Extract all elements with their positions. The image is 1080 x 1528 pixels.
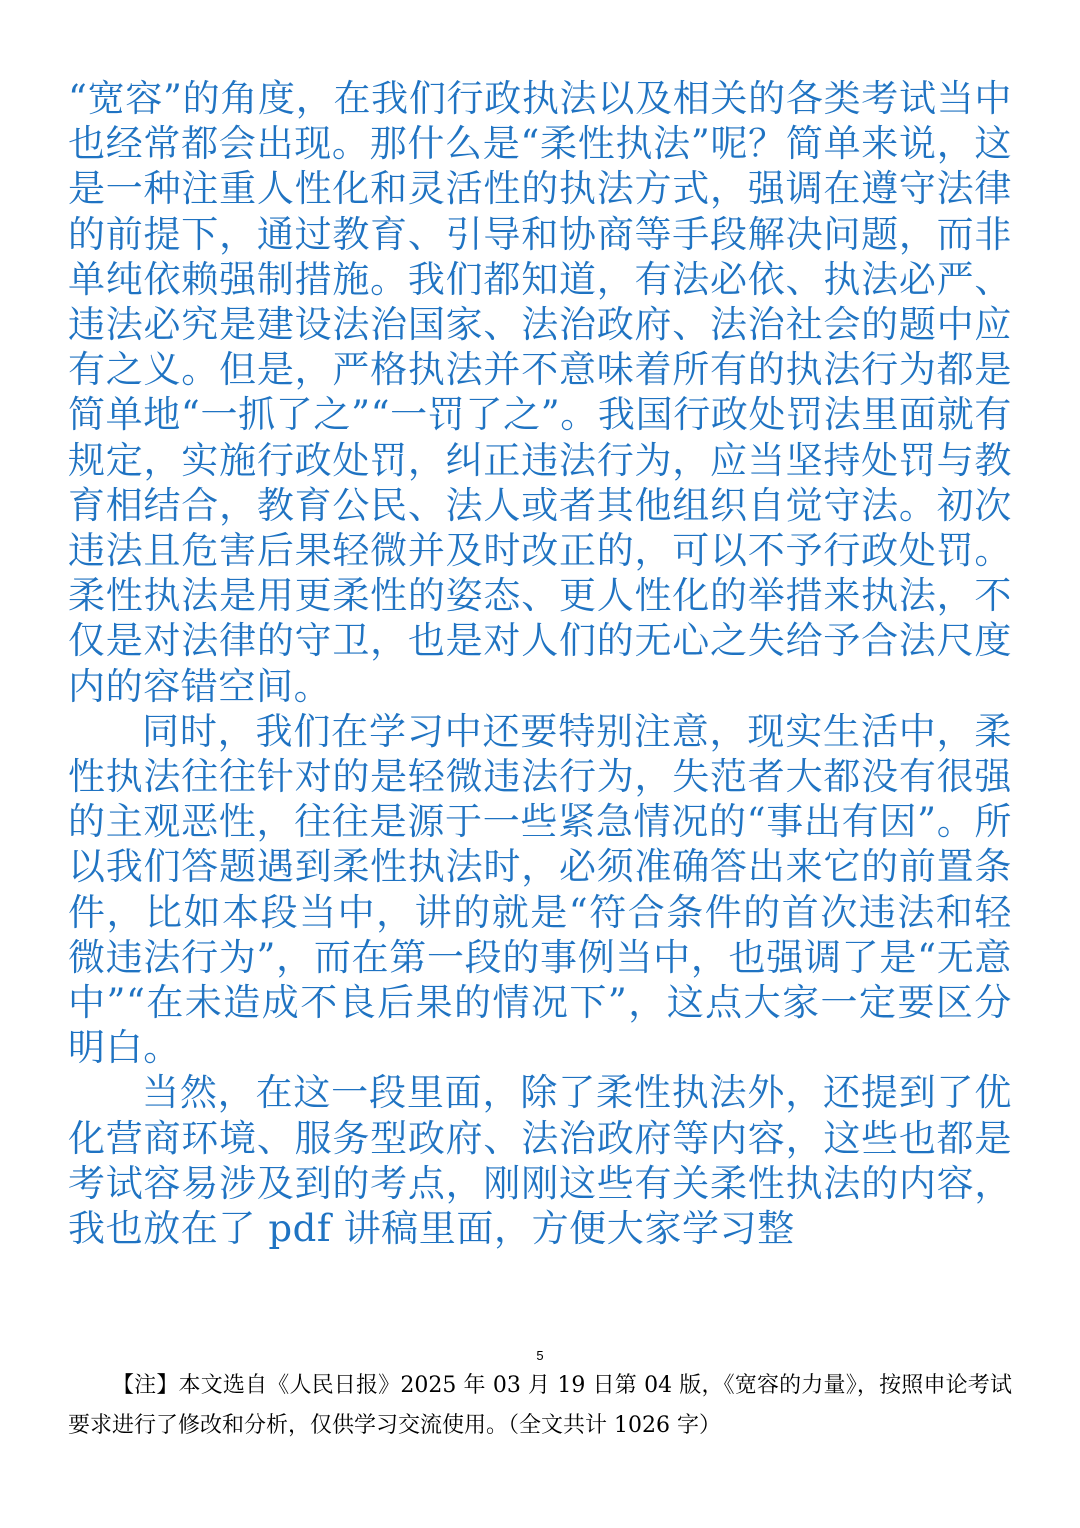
footnote-text: 【注】本文选自《人民日报》2025 年 03 月 19 日第 04 版，《宽容的力量》，按照申论考试要求进行了修改和分析，仅供学习交流使用。（全文共计 1026 字） (68, 1373, 1012, 1438)
paragraph-1: “宽容”的角度，在我们行政执法以及相关的各类考试当中也经常都会出现。那什么是“柔性执法”呢？简单来说，这是一种注重人性化和灵活性的执法方式，强调在遵守法律的前提下，通过教育、引导和协商等手段解决问题，而非单纯依赖强制措施。我们都知道，有法必依、执法必严、违法必究是建设法治国家、法治政府、法治社会的题中应有之义。但是，严格执法并不意味着所有的执法行为都是简单地“一抓了之”“一罚了之”。我国行政处罚法里面就有规定，实施行政处罚，纠正违法行为，应当坚持处罚与教育相结合，教育公民、法人或者其他组织自觉守法。初次违法且危害后果轻微并及时改正的，可以不予行政处罚。柔性执法是用更柔性的姿态、更人性化的举措来执法，不仅是对法律的守卫，也是对人们的无心之失给予合法尺度内的容错空间。 (68, 77, 1012, 708)
article-body (68, 76, 1012, 1251)
paragraph-3: 当然，在这一段里面，除了柔性执法外，还提到了优化营商环境、服务型政府、法治政府等内容，这些也都是考试容易涉及到的考点，刚刚这些有关柔性执法的内容，我也放在了 pdf 讲稿里面，方便大家学习整 (68, 1071, 1012, 1251)
page-number: 5 (536, 1348, 544, 1363)
footnote (68, 1366, 1012, 1446)
paragraph-2: 同时，我们在学习中还要特别注意，现实生活中，柔性执法往往针对的是轻微违法行为，失范者大都没有很强的主观恶性，往往是源于一些紧急情况的“事出有因”。所以我们答题遇到柔性执法时，必须准确答出来它的前置条件，比如本段当中，讲的就是“符合条件的首次违法和轻微违法行为”，而在第一段的事例当中，也强调了是“无意中”“在未造成不良后果的情况下”，这点大家一定要区分明白。 (68, 709, 1012, 1070)
